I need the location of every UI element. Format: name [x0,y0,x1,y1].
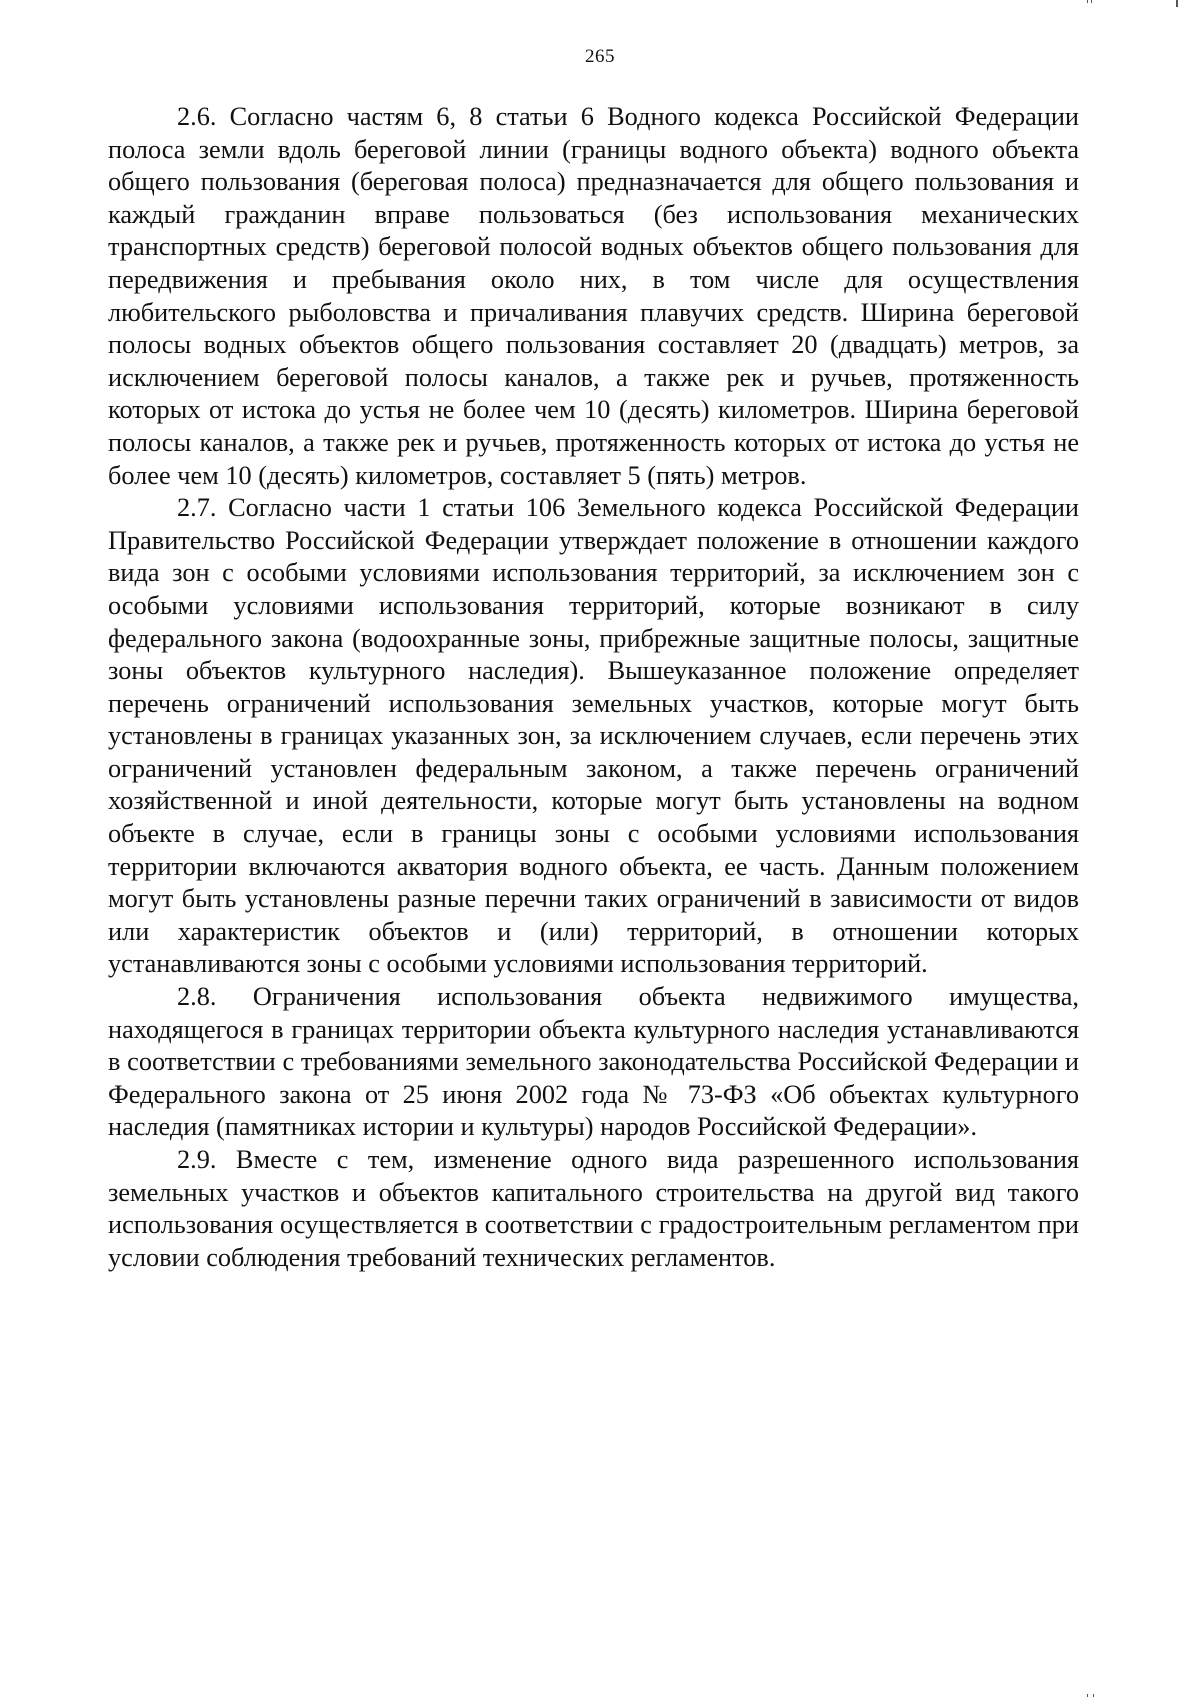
scan-edge-mark [1091,0,1092,3]
paragraph-2-7: 2.7. Согласно части 1 статьи 106 Земельного кодекса Российской Федерации Правительство Российской Федерации утверждает положение в отношении каждого вида зон с особыми условиями использования территорий, за исключением зон с особыми условиями использования территорий, которые возникают в силу федерального закона (водоохранные зоны, прибрежные защитные полосы, защитные зоны объектов культурного наследия). Вышеуказанное положение определяет перечень ограничений использования земельных участков, которые могут быть установлены в границах указанных зон, за исключением случаев, если перечень этих ограничений установлен федеральным законом, а также перечень ограничений хозяйственной и иной деятельности, которые могут быть установлены на водном объекте в случае, если в границы зоны с особыми условиями использования территории включаются акватория водного объекта, ее часть. Данным положением могут быть установлены разные перечни таких ограничений в зависимости от видов или характеристик объектов и (или) территорий, в отношении которых устанавливаются зоны с особыми условиями использования территорий. [108,493,1079,979]
paragraph-2-6: 2.6. Согласно частям 6, 8 статьи 6 Водного кодекса Российской Федерации полоса земли вдоль береговой линии (границы водного объекта) водного объекта общего пользования (береговая полоса) предназначается для общего пользования и каждый гражданин вправе пользоваться (без использования механических транспортных средств) береговой полосой водных объектов общего пользования для передвижения и пребывания около них, в том числе для осуществления любительского рыболовства и причаливания плавучих средств. Ширина береговой полосы водных объектов общего пользования составляет 20 (двадцать) метров, за исключением береговой полосы каналов, а также рек и ручьев, протяженность которых от истока до устья не более чем 10 (десять) километров. Ширина береговой полосы каналов, а также рек и ручьев, протяженность которых от истока до устья не более чем 10 (десять) километров, составляет 5 (пять) метров. [108,102,1079,490]
scan-edge-mark [1176,0,1178,7]
paragraph-2-9: 2.9. Вместе с тем, изменение одного вида разрешенного использования земельных участков и объектов капитального строительства на другой вид такого использования осуществляется в соответствии с градостроительным регламентом при условии соблюдения требований технических регламентов. [108,1145,1079,1272]
scan-edge-mark [1087,0,1088,3]
page-number: 265 [585,46,615,67]
document-body [108,101,1079,1274]
paragraph-2-8: 2.8. Ограничения использования объекта недвижимого имущества, находящегося в границах территории объекта культурного наследия устанавливаются в соответствии с требованиями земельного законодательства Российской Федерации и Федерального закона от 25 июня 2002 года № 73-ФЗ «Об объектах культурного наследия (памятниках истории и культуры) народов Российской Федерации». [108,982,1079,1142]
